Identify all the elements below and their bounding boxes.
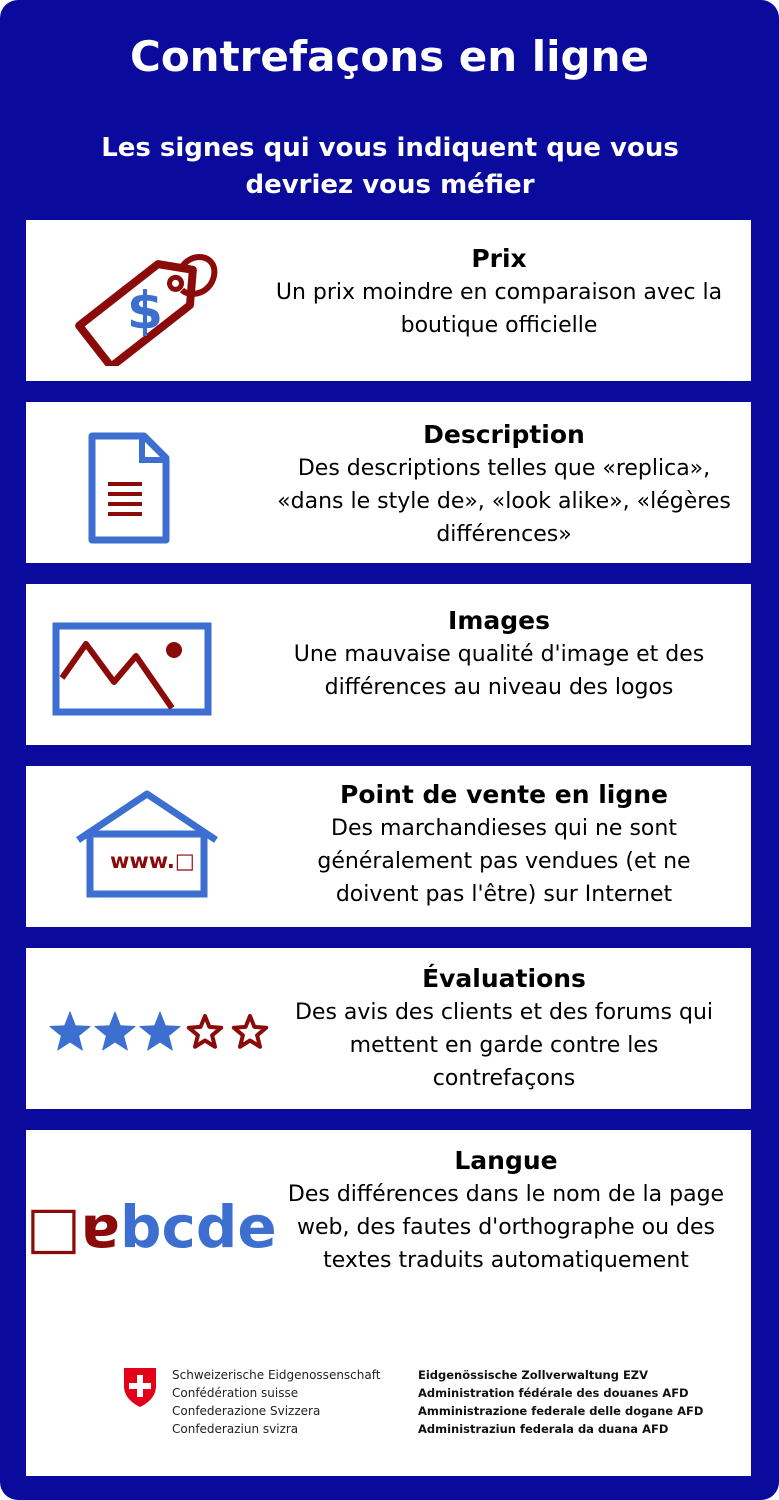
language-icon-blue: bcde (119, 1193, 277, 1261)
card-body: Des marchandieses qui ne sont généralement pas vendues (et ne doivent pas l'être) sur Internet (317, 816, 691, 907)
star-filled-icon (140, 1012, 180, 1050)
card-price (26, 220, 751, 381)
card-text (264, 418, 744, 551)
card-text (264, 242, 734, 342)
star-filled-icon (50, 1012, 90, 1050)
confederation-line: Confederazione Svizzera (172, 1404, 321, 1418)
card-language (26, 1130, 751, 1476)
online-shop-icon (72, 788, 222, 898)
card-body: Une mauvaise qualité d'image et des différences au niveau des logos (293, 642, 705, 700)
card-text (294, 778, 714, 911)
star-filled-icon (95, 1012, 135, 1050)
card-description (26, 402, 751, 563)
card-heading: Images (448, 606, 550, 635)
document-icon (88, 432, 170, 544)
administration-line: Administraziun federala da duana AFD (418, 1422, 669, 1436)
confederation-line: Confédération suisse (172, 1386, 299, 1400)
card-heading: Description (423, 420, 585, 449)
svg-text:$: $ (126, 281, 164, 342)
price-tag-icon (72, 242, 222, 366)
footer (122, 1366, 722, 1446)
image-icon (52, 622, 212, 716)
card-body: Des avis des clients et des forums qui mettent en garde contre les contrefaçons (294, 1000, 714, 1091)
card-body: Des différences dans le nom de la page web, des fautes d'orthographe ou des textes traduits automatiquement (287, 1182, 725, 1273)
card-ratings (26, 948, 751, 1109)
swiss-shield-icon (122, 1366, 158, 1408)
administration-line: Eidgenössische Zollverwaltung EZV (418, 1368, 649, 1382)
card-heading: Langue (454, 1146, 558, 1175)
page-subtitle: Les signes qui vous indiquent que vous devriez vous méfier (101, 133, 679, 200)
card-heading: Point de vente en ligne (340, 780, 668, 809)
card-text (276, 1144, 736, 1277)
card-text (294, 962, 714, 1095)
card-online-shop (26, 766, 751, 927)
card-heading: Évaluations (422, 964, 586, 993)
shop-url-text: www.□ (110, 849, 195, 873)
confederation-names (172, 1366, 380, 1438)
star-empty-icon (234, 1016, 266, 1047)
administration-line: Administration fédérale des douanes AFD (418, 1386, 689, 1400)
card-text (274, 604, 724, 704)
page-title: Contrefaçons en ligne (130, 32, 649, 81)
star-empty-icon (189, 1016, 221, 1047)
card-images (26, 584, 751, 745)
confederation-line: Schweizerische Eidgenossenschaft (172, 1368, 381, 1382)
administration-names (418, 1366, 703, 1438)
card-body: Un prix moindre en comparaison avec la boutique officielle (275, 280, 723, 338)
administration-line: Amministrazione federale delle dogane AFD (418, 1404, 704, 1418)
card-body: Des descriptions telles que «replica», «dans le style de», «look alike», «légères différences» (277, 456, 731, 547)
confederation-line: Confederaziun svizra (172, 1422, 299, 1436)
rating-stars-icon (48, 1010, 274, 1054)
language-icon-red: □ɐ (26, 1193, 120, 1261)
language-icon (26, 1193, 277, 1261)
card-heading: Prix (471, 244, 527, 273)
